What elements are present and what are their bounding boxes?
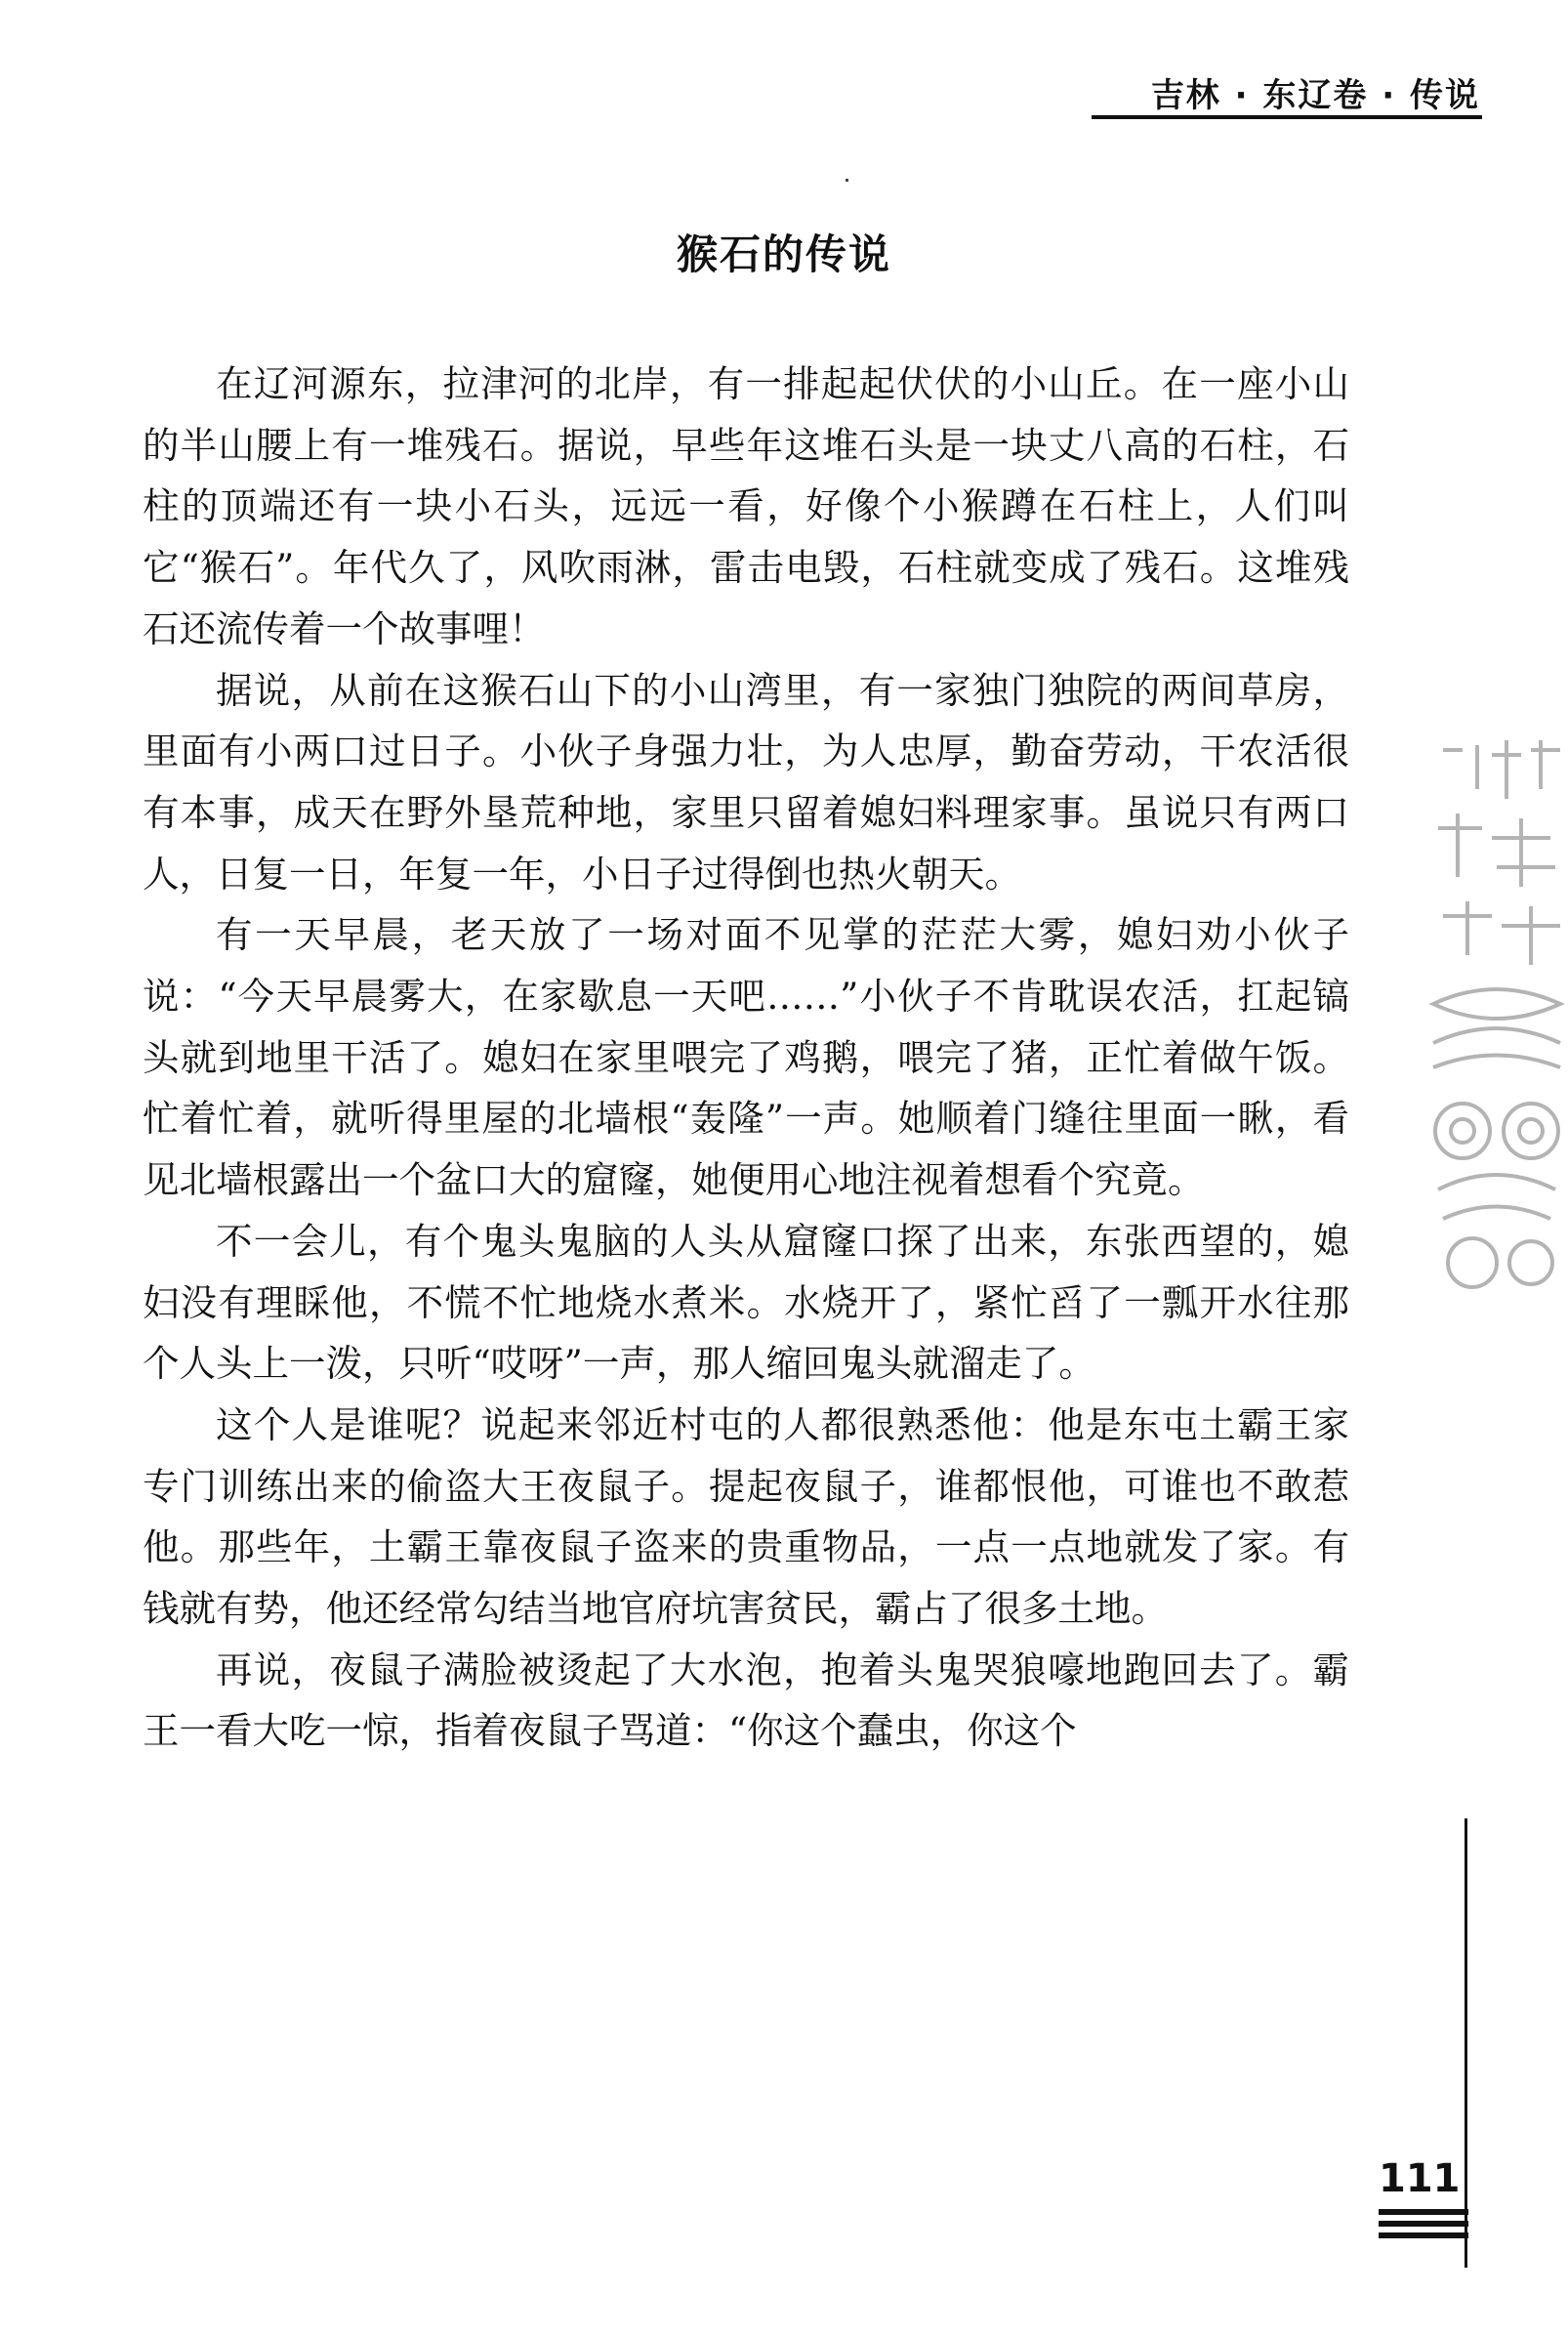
story-title: 猴石的传说: [676, 230, 891, 278]
decorative-margin-ornament: [1424, 730, 1568, 1307]
paragraph-4: 不一会儿，有个鬼头鬼脑的人头从窟窿口探了出来，东张西望的，媳妇没有理睬他，不慌不忙地烧水煮米。水烧开了，紧忙舀了一瓢开水往那个人头上一泼，只听“哎呀”一声，那人缩回鬼头就溜走了。: [143, 1219, 1349, 1386]
margin-rule: [1465, 1818, 1467, 2268]
running-header: 吉林 · 东辽卷 · 传说: [1150, 76, 1480, 115]
page-number-rule: [1379, 2209, 1468, 2244]
paragraph-2: 据说，从前在这猴石山下的小山湾里，有一家独门独院的两间草房，里面有小两口过日子。小伙子身强力壮，为人忠厚，勤奋劳动，干农活很有本事，成天在野外垦荒种地，家里只留着媳妇料理家事。虽说只有两口人，日复一日，年复一年，小日子过得倒也热火朝天。: [143, 668, 1349, 896]
page-number: 111: [1379, 2156, 1461, 2201]
paragraph-5: 这个人是谁呢？说起来邻近村屯的人都很熟悉他：他是东屯土霸王家专门训练出来的偷盗大王夜鼠子。提起夜鼠子，谁都恨他，可谁也不敢惹他。那些年，土霸王靠夜鼠子盗来的贵重物品，一点一点地就发了家。有钱就有势，他还经常勾结当地官府坑害贫民，霸占了很多土地。: [143, 1402, 1349, 1631]
header-rule: [1092, 115, 1482, 119]
paragraph-6: 再说，夜鼠子满脸被烫起了大水泡，抱着头鬼哭狼嚎地跑回去了。霸王一看大吃一惊，指着夜鼠子骂道：“你这个蠢虫，你这个: [143, 1648, 1349, 1753]
paragraph-3: 有一天早晨，老天放了一场对面不见掌的茫茫大雾，媳妇劝小伙子说：“今天早晨雾大，在家歇息一天吧……”小伙子不肯耽误农活，扛起镐头就到地里干活了。媳妇在家里喂完了鸡鹅，喂完了猪，正忙着做午饭。忙着忙着，就听得里屋的北墙根“轰隆”一声。她顺着门缝往里面一瞅，看见北墙根露出一个盆口大的窟窿，她便用心地注视着想看个究竟。: [143, 913, 1349, 1202]
paragraph-1: 在辽河源东，拉津河的北岸，有一排起起伏伏的小山丘。在一座小山的半山腰上有一堆残石。据说，早些年这堆石头是一块丈八高的石柱，石柱的顶端还有一块小石头，远远一看，好像个小猴蹲在石柱上，人们叫它“猴石”。年代久了，风吹雨淋，雷击电毁，石柱就变成了残石。这堆残石还流传着一个故事哩！: [143, 362, 1349, 650]
story-body: [143, 354, 1349, 1762]
scan-speck: [846, 179, 848, 182]
